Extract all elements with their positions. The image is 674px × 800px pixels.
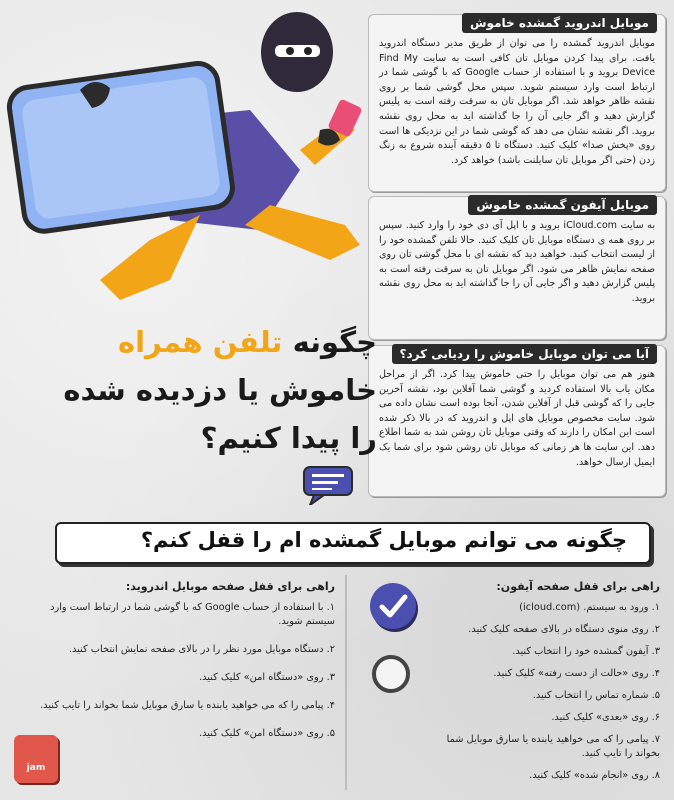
list-item: ۴. پیامی را که می خواهید یابنده یا سارق موبایل شما بخواند را تایپ کنید. — [40, 700, 335, 711]
list-item: ۴. روی «حالت از دست رفته» کلیک کنید. — [493, 668, 660, 679]
list-item: ۵. شماره تماس را انتخاب کنید. — [532, 690, 660, 701]
iphone-off-title: موبایل آیفون گمشده خاموش — [468, 195, 657, 215]
main-title-line2: خاموش یا دزدیده شده — [63, 373, 377, 407]
list-item: ۱. ورود به سیستم. (icloud.com) — [519, 602, 660, 613]
brand-logo — [14, 735, 58, 783]
android-off-body: موبایل اندروید گمشده را می توان از طریق مدیر دستگاه اندروید یافت. برای پیدا کردن موبایل تان کافی است به سایت Find My Device بروید و با استفاده از حساب Google که با گوشی شما در ارتباط است وارد سیستم شوید. سپس محل گوشی شما بر روی نقشه ظاهر خواهد شد. اگر موبایل تان به سرقت رفته است به پلیس گزارش دهید و اگر جایی آن را جا گذاشته اید به محل روی نقشه بروید. اگر نقشه نشان می دهد که گوشی شما در این نزدیکی ها است روی «پخش صدا» کلیک کنید. دستگاه تا ۵ دقیقه آینده شروع به زنگ زدن (حتی اگر موبایل تان سایلنت باشد) خواهد کرد. — [379, 38, 655, 166]
list-item: ۵. روی «دستگاه امن» کلیک کنید. — [198, 728, 335, 739]
list-item: ۲. دستگاه موبایل مورد نظر را در بالای صفحه نمایش انتخاب کنید. — [68, 644, 335, 655]
iphone-off-body: به سایت iCloud.com بروید و با اپل آی دی خود را وارد کنید. سپس بر روی همه ی دستگاه موبایل تان کلیک کنید. حالا تلفن گمشده خود را از لیست انتخاب کنید. خواهید دید که نقشه ای با محل گوشی تان روی صفحه نمایش ظاهر می شود. اگر موبایل تان به سرقت رفته است به پلیس گزارش دهید و اگر جایی آن را جا گذاشته اید به محل روی نقشه بروید. — [379, 220, 655, 304]
main-title-line1 — [22, 318, 377, 366]
column-divider — [345, 575, 347, 790]
lock-question-text: چگونه می توانم موبایل گمشده ام را قفل کنم؟ — [140, 528, 627, 552]
android-lock-title: راهی برای قفل صفحه موبایل اندروید: — [125, 580, 335, 593]
list-item: ۶. روی «بعدی» کلیک کنید. — [551, 712, 660, 723]
list-item: ۳. آیفون گمشده خود را انتخاب کنید. — [512, 646, 660, 657]
track-off-title: آیا می توان موبایل خاموش را ردیابی کرد؟ — [392, 344, 657, 364]
lock-question-banner — [55, 522, 651, 564]
track-off-body: هنوز هم می توان موبایل را حتی خاموش پیدا کرد. اگر از مراحل مکان یاب بالا استفاده کردید و گوشی شما آفلاین بود، نقشه آخرین جایی را که گوشی قبل از آفلاین شدن، آنجا بوده است نشان داده می شود. سایت مخصوص موبایل های اپل و اندروید که در بالا ذکر شده است این امکان را دارند که وقتی موبایل تان روشن شد به شما اطلاع دهد. این سایت ها هر زمانی که موبایل تان روشن شود برای شما یک ایمیل ارسال خواهد. — [379, 369, 655, 468]
chat-bubble-icon — [300, 463, 358, 505]
main-title-highlight: تلفن همراه — [118, 325, 283, 359]
main-title-line3: را پیدا کنیم؟ — [200, 421, 377, 455]
list-item: ۲. روی منوی دستگاه در بالای صفحه کلیک کنید. — [468, 624, 660, 635]
list-item: ۳. روی «دستگاه امن» کلیک کنید. — [198, 672, 335, 683]
iphone-lock-section — [424, 580, 660, 791]
iphone-off-box — [368, 196, 666, 340]
android-off-title: موبایل اندروید گمشده خاموش — [462, 13, 657, 33]
list-item: ۷. پیامی را که می خواهید یابنده یا سارق موبایل شما بخواند را تایپ کنید. — [446, 734, 660, 759]
list-item: ۱. با استفاده از حساب Google که با گوشی شما در ارتباط است وارد سیستم شوید. — [50, 602, 335, 627]
main-title — [22, 318, 377, 462]
circle-icon — [372, 655, 410, 693]
track-off-box — [368, 345, 666, 497]
android-off-box — [368, 14, 666, 192]
android-lock-steps — [30, 601, 335, 741]
brand-label: jam — [26, 763, 46, 773]
main-title-pre: چگونه — [292, 325, 377, 359]
list-item: ۸. روی «انجام شده» کلیک کنید. — [529, 770, 660, 781]
android-lock-section — [30, 580, 335, 749]
iphone-lock-title: راهی برای قفل صفحه آیفون: — [496, 580, 660, 593]
thief-illustration — [0, 0, 380, 300]
check-icon — [370, 583, 416, 629]
iphone-lock-steps — [424, 601, 660, 783]
